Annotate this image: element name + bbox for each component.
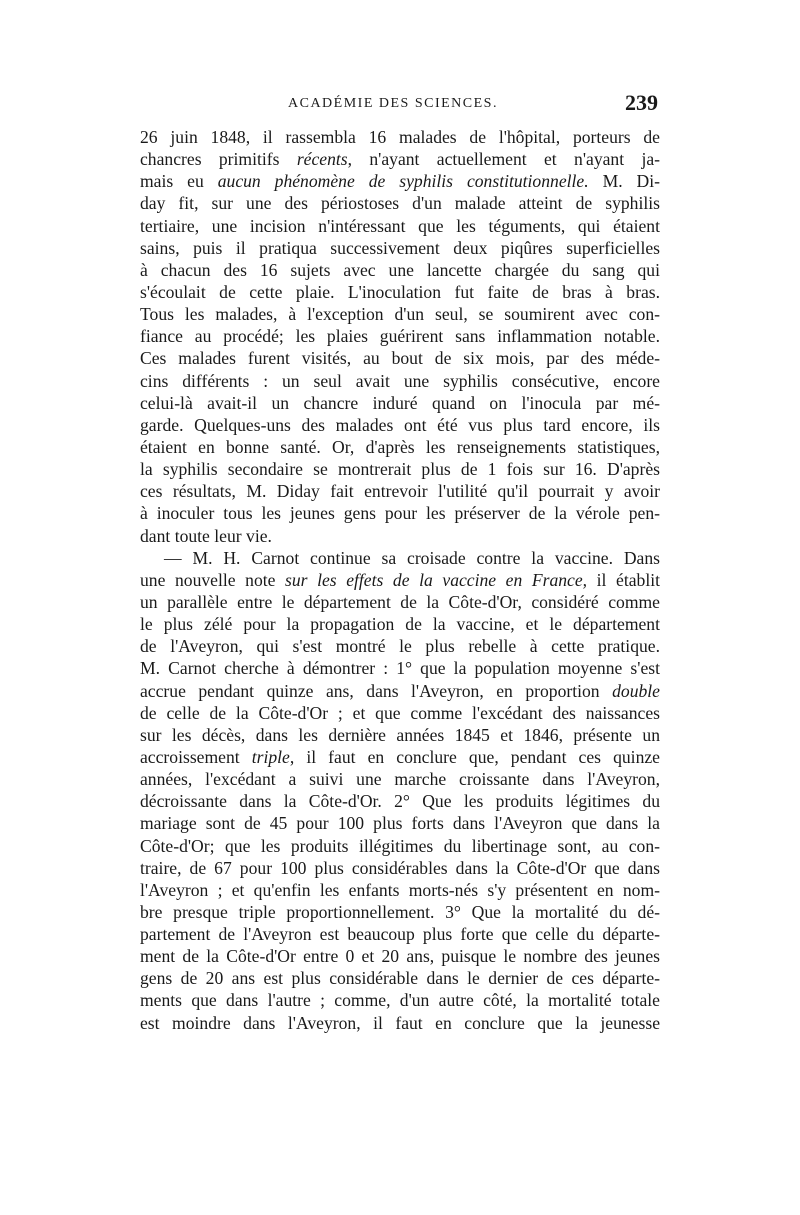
text-line: — M. H. Carnot continue sa croisade contre la vaccine. Dans (164, 547, 660, 568)
emphasis: aucun phénomène de syphilis constitutionnelle. (217, 171, 589, 192)
text-line: étaient en bonne santé. Or, d'après les renseignements statistiques, (140, 436, 660, 457)
text-line: dant toute leur vie. (140, 525, 272, 546)
text-line: day fit, sur une des périostoses d'un malade atteint de syphilis (140, 193, 660, 214)
text-line: ments que dans l'autre ; comme, d'un autre côté, la mortalité totale (140, 990, 660, 1011)
text-line: un parallèle entre le département de la Côte-d'Or, considéré comme (140, 591, 660, 612)
running-head: ACADÉMIE DES SCIENCES. (288, 96, 498, 111)
emphasis: triple (251, 746, 290, 767)
text-line: chancres primitifs récents, n'ayant actuellement et n'ayant ja- (140, 149, 661, 170)
text-line: s'écoulait de cette plaie. L'inoculation fut faite de bras à bras. (140, 281, 660, 302)
text-line: est moindre dans l'Aveyron, il faut en conclure que la jeunesse (140, 1012, 660, 1033)
text-line: Ces malades furent visités, au bout de six mois, par des méde- (140, 348, 660, 369)
emphasis: récents (296, 149, 348, 170)
page-header (140, 90, 660, 120)
text-line: ment de la Côte-d'Or entre 0 et 20 ans, puisque le nombre des jeunes (140, 946, 660, 967)
text-line: cins différents : un seul avait une syphilis consécutive, encore (140, 370, 660, 391)
text-line: accrue pendant quinze ans, dans l'Aveyron, en proportion double (140, 680, 660, 701)
text-line: garde. Quelques-uns des malades ont été vus plus tard encore, ils (140, 414, 660, 435)
text-line: décroissante dans la Côte-d'Or. 2° Que les produits légitimes du (140, 791, 660, 812)
text-line: la syphilis secondaire se montrerait plus de 1 fois sur 16. D'après (140, 459, 660, 480)
text-line: mariage sont de 45 pour 100 plus forts dans l'Aveyron que dans la (140, 813, 660, 834)
text-line: 26 juin 1848, il rassembla 16 malades de l'hôpital, porteurs de (140, 127, 660, 147)
text-line: années, l'excédant a suivi une marche croissante dans l'Aveyron, (140, 769, 660, 790)
text-line: de celle de la Côte-d'Or ; et que comme l'excédant des naissances (140, 702, 660, 723)
text-line: partement de l'Aveyron est beaucoup plus forte que celle du départe- (140, 924, 660, 945)
text-line: une nouvelle note sur les effets de la vaccine en France, il établit (140, 569, 660, 590)
text-line: fiance au procédé; les plaies guérirent sans inflammation notable. (140, 326, 660, 347)
text-line: sains, puis il pratiqua successivement deux piqûres superficielles (140, 237, 660, 258)
page-number: 239 (625, 90, 658, 115)
text-line: de l'Aveyron, qui s'est montré le plus rebelle à cette pratique. (140, 636, 660, 657)
text-line: Tous les malades, à l'exception d'un seul, se soumirent avec con- (140, 304, 660, 325)
text-line: Côte-d'Or; que les produits illégitimes du libertinage sont, au con- (140, 835, 660, 856)
text-line: bre presque triple proportionnellement. 3° Que la mortalité du dé- (140, 901, 660, 922)
text-line: sur les décès, dans les dernière années 1845 et 1846, présente un (140, 724, 660, 745)
text-line: tertiaire, une incision n'intéressant que les téguments, qui étaient (140, 215, 660, 236)
text-line: celui-là avait-il un chancre induré quand on l'inocula par mé- (140, 392, 660, 413)
text-line: M. Carnot cherche à démontrer : 1° que la population moyenne s'est (140, 658, 660, 679)
text-line: gens de 20 ans est plus considérable dans le dernier de ces départe- (140, 968, 660, 989)
text-line: mais eu aucun phénomène de syphilis constitutionnelle. M. Di- (140, 171, 660, 192)
text-line: le plus zélé pour la propagation de la vaccine, et le département (140, 614, 660, 635)
emphasis: sur les effets de la vaccine en France, (285, 569, 588, 590)
emphasis: double (612, 680, 660, 701)
text-line: ces résultats, M. Diday fait entrevoir l'utilité qu'il pourrait y avoir (140, 481, 660, 502)
body-text (140, 126, 660, 1034)
text-line: à chacun des 16 sujets avec une lancette chargée du sang qui (140, 259, 660, 280)
text-line: accroissement triple, il faut en conclure que, pendant ces quinze (140, 746, 660, 767)
text-line: à inoculer tous les jeunes gens pour les préserver de la vérole pen- (140, 503, 660, 524)
text-line: traire, de 67 pour 100 plus considérables dans la Côte-d'Or que dans (140, 857, 660, 878)
text-line: l'Aveyron ; et qu'enfin les enfants morts-nés s'y présentent en nom- (140, 879, 660, 900)
